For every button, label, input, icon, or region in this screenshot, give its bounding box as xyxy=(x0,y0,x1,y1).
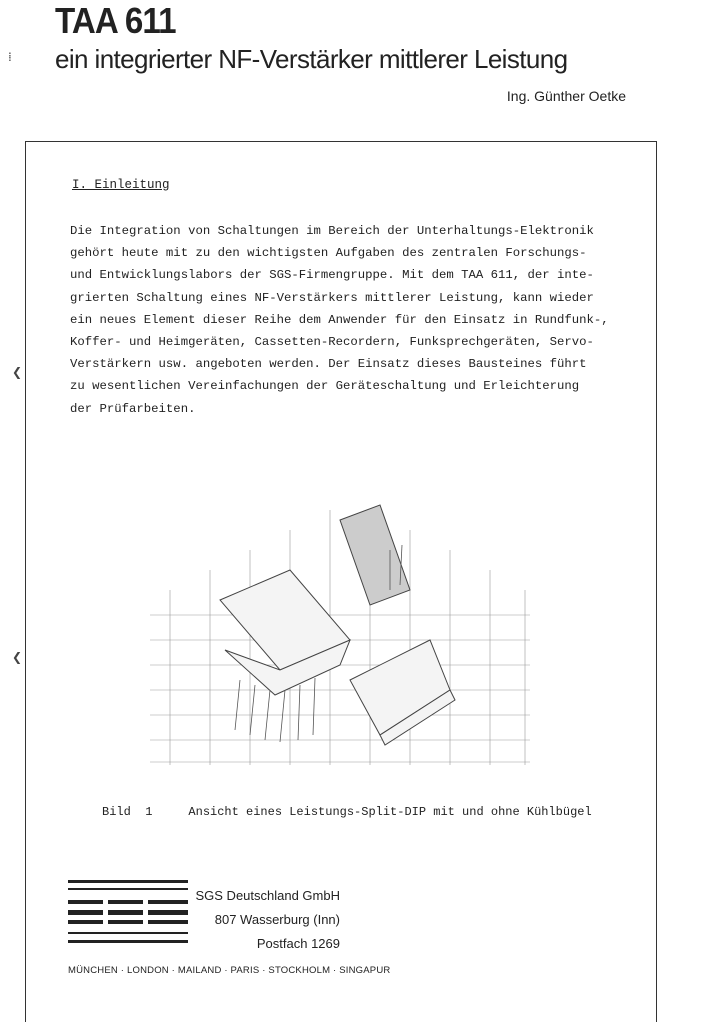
body-line: ein neues Element dieser Reihe dem Anwender für den Einsatz in Rundfunk-, xyxy=(70,312,609,327)
body-line: Die Integration von Schaltungen im Bereich der Unterhaltungs-Elektronik xyxy=(70,224,594,238)
body-line: und Entwicklungslabors der SGS-Firmengruppe. Mit dem TAA 611, der inte- xyxy=(70,268,594,283)
scan-mark: ❮ xyxy=(12,650,23,664)
company-postbox: Postfach 1269 xyxy=(256,936,340,951)
body-line: zu wesentlichen Vereinfachungen der Geräteschaltung und Erleichterung xyxy=(70,379,580,394)
author: Ing. Günther Oetke xyxy=(506,88,626,104)
office-cities: MÜNCHEN · LONDON · MAILAND · PARIS · STOCKHOLM · SINGAPUR xyxy=(68,965,391,976)
sgs-logo xyxy=(68,880,188,948)
scan-mark: ⁞ xyxy=(8,50,12,64)
section-heading: I. Einleitung xyxy=(72,178,170,192)
figure-caption: Bild 1 Ansicht eines Leistungs-Split-DIP mit und ohne Kühlbügel xyxy=(102,805,592,819)
company-name: SGS Deutschland GmbH xyxy=(195,888,340,903)
body-line: Verstärkern usw. angeboten werden. Der Einsatz dieses Bausteines führt xyxy=(70,357,587,372)
company-city: 807 Wasserburg (Inn) xyxy=(214,912,340,927)
body-line: Koffer- und Heimgeräten, Cassetten-Recordern, Funksprechgeräten, Servo- xyxy=(70,335,594,350)
document-title: TAA 611 xyxy=(55,0,176,41)
scan-mark: ❮ xyxy=(12,365,23,379)
chip-photo-figure xyxy=(150,490,550,780)
chip-package xyxy=(220,505,455,745)
document-subtitle: ein integrierter NF-Verstärker mittlerer Leistung xyxy=(55,44,568,74)
body-line: gehört heute mit zu den wichtigsten Aufgaben des zentralen Forschungs- xyxy=(70,246,587,261)
body-line: der Prüfarbeiten. xyxy=(70,401,196,416)
section-body xyxy=(70,220,630,420)
body-line: grierten Schaltung eines NF-Verstärkers mittlerer Leistung, kann wieder xyxy=(70,290,594,305)
